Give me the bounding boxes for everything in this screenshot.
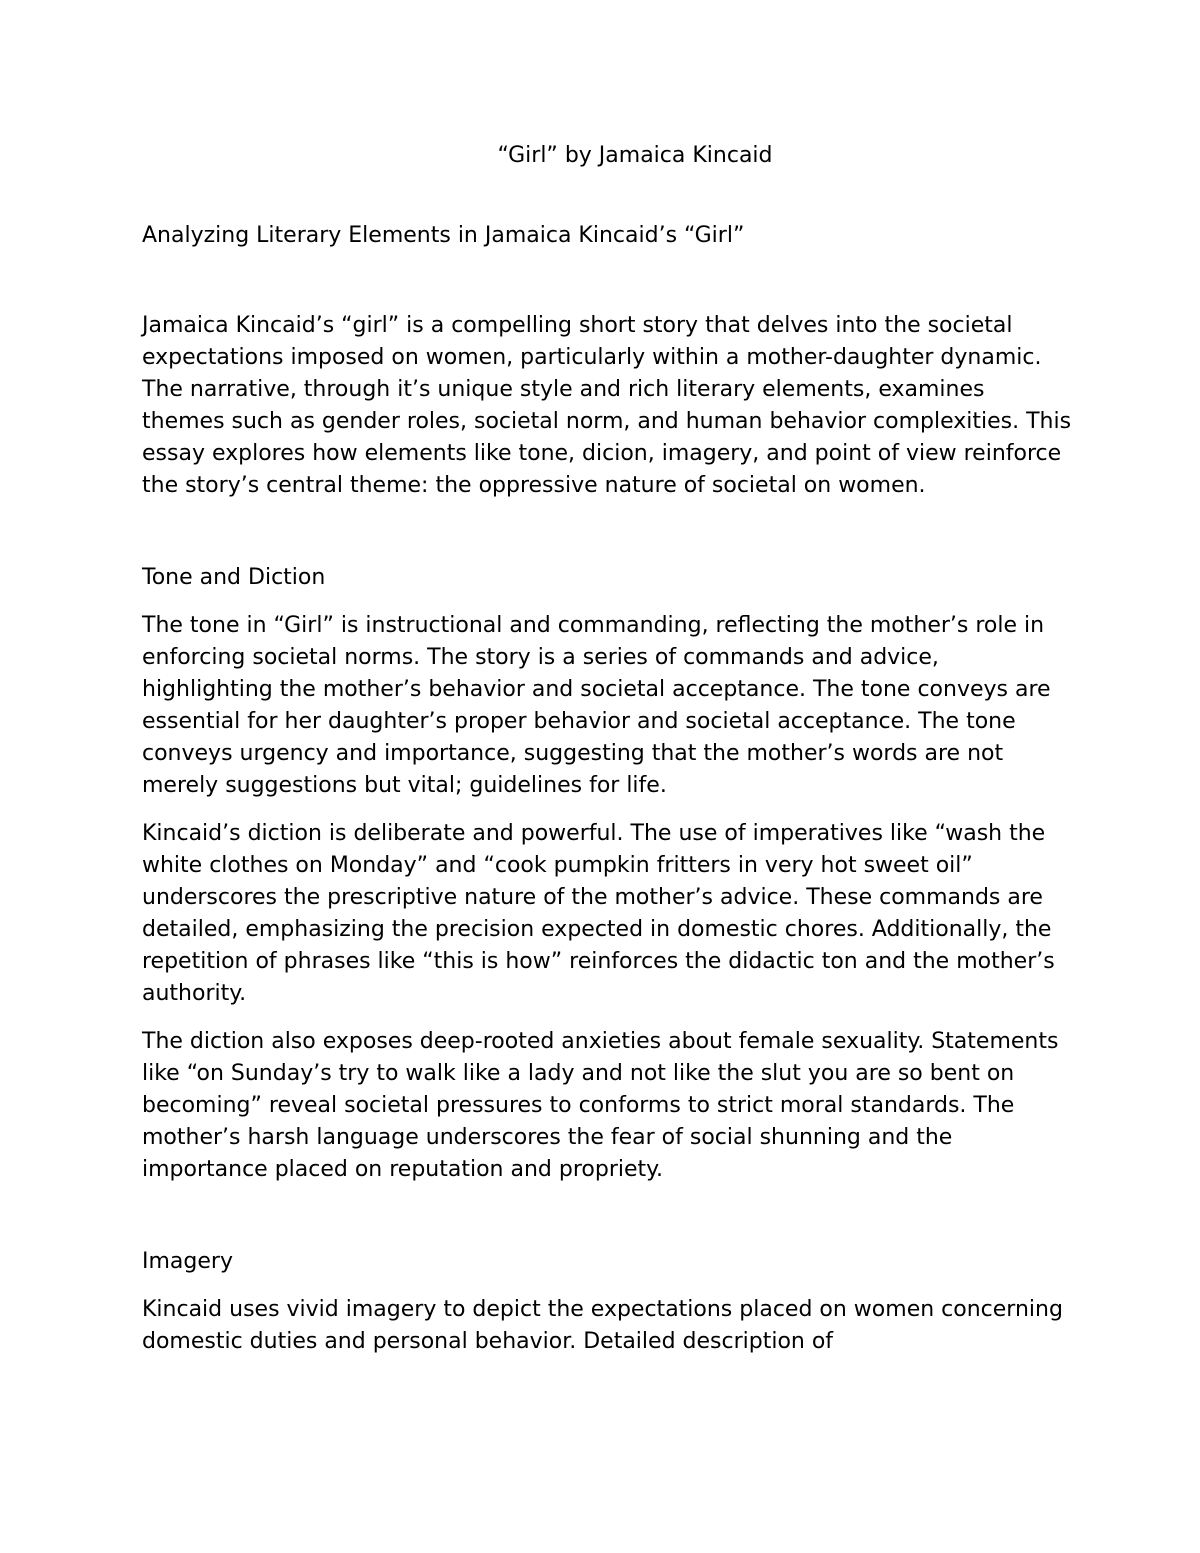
tone-diction-paragraph-2: Kincaid’s diction is deliberate and powerful. The use of imperatives like “wash the white clothes on Monday” and “cook pumpkin fritters in very hot sweet oil” underscores the prescriptive nature of the mother’s advice. These commands are detailed, emphasizing the precision expected in domestic chores. Additionally, the repetition of phrases like “this is how” reinforces the didactic ton and the mother’s authority. bbox=[142, 821, 1055, 1006]
document-body bbox=[142, 220, 1072, 1374]
tone-diction-paragraph-1: The tone in “Girl” is instructional and commanding, reflecting the mother’s role in enforcing societal norms. The story is a series of commands and advice, highlighting the mother’s behavior and societal acceptance. The tone conveys are essential for her daughter’s proper behavior and societal acceptance. The tone conveys urgency and importance, suggesting that the mother’s words are not merely suggestions but vital; guidelines for life. bbox=[142, 613, 1051, 798]
essay-subtitle: Analyzing Literary Elements in Jamaica Kincaid’s “Girl” bbox=[142, 223, 745, 248]
document-title: “Girl” by Jamaica Kincaid bbox=[497, 143, 773, 168]
intro-paragraph: Jamaica Kincaid’s “girl” is a compelling short story that delves into the societal expectations imposed on women, particularly within a mother-daughter dynamic. The narrative, through it’s unique style and rich literary elements, examines themes such as gender roles, societal norm, and human behavior complexities. This essay explores how elements like tone, dicion, imagery, and point of view reinforce the story’s central theme: the oppressive nature of societal on women. bbox=[142, 313, 1072, 498]
imagery-paragraph-1: Kincaid uses vivid imagery to depict the expectations placed on women concerning domestic duties and personal behavior. Detailed description of bbox=[142, 1297, 1063, 1354]
section-heading-tone-diction: Tone and Diction bbox=[142, 565, 326, 590]
tone-diction-paragraph-3: The diction also exposes deep-rooted anxieties about female sexuality. Statements like “on Sunday’s try to walk like a lady and not like the slut you are so bent on becoming” reveal societal pressures to conforms to strict moral standards. The mother’s harsh language underscores the fear of social shunning and the importance placed on reputation and propriety. bbox=[142, 1029, 1059, 1182]
section-heading-imagery: Imagery bbox=[142, 1249, 233, 1274]
